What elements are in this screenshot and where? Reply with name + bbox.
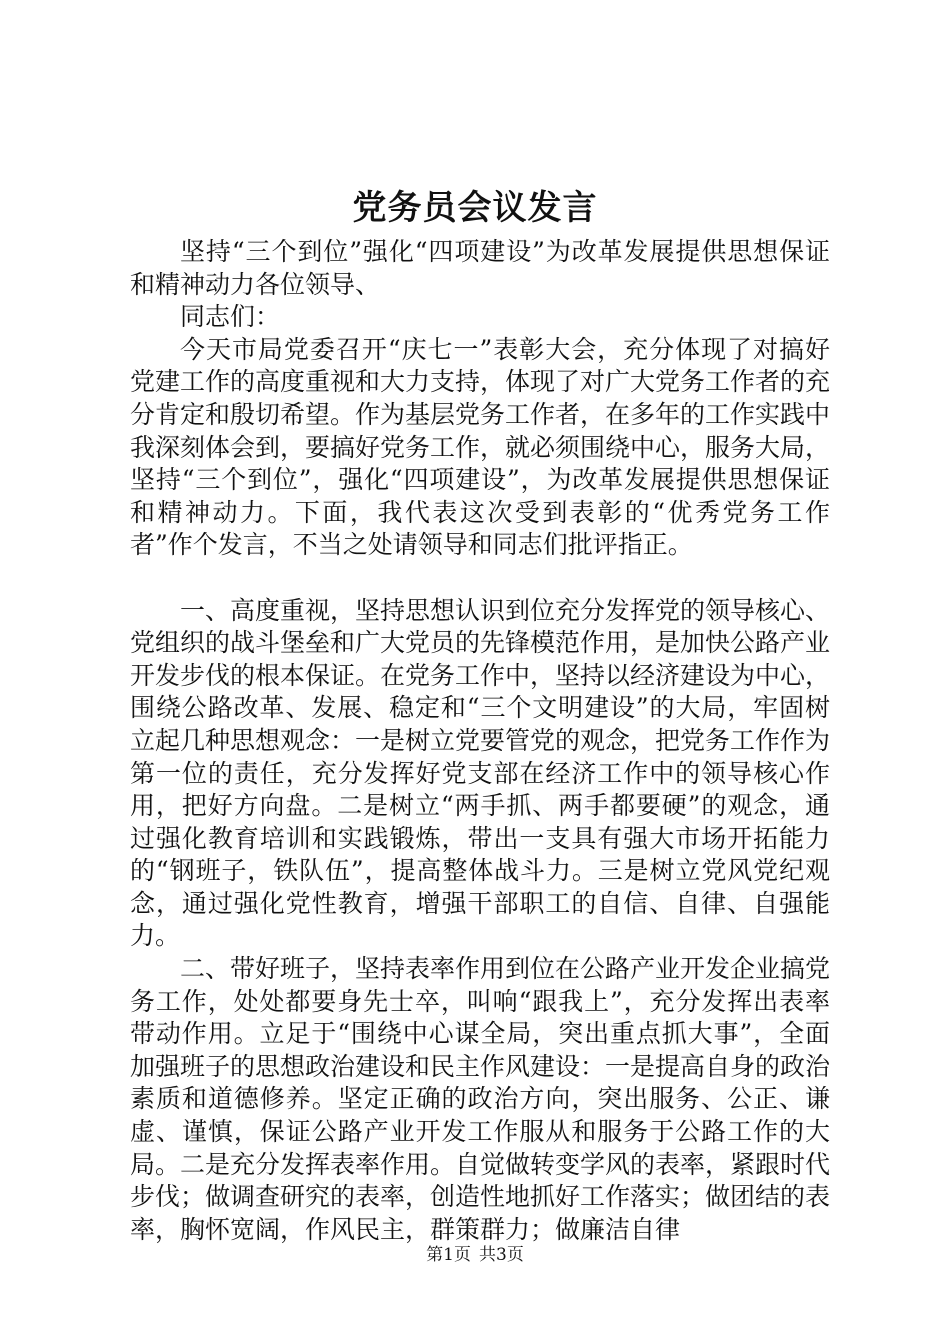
paragraph-intro: 今天市局党委召开“庆七一”表彰大会，充分体现了对搞好党建工作的高度重视和大力支持，体现了对广大党务工作者的充分肯定和殷切希望。作为基层党务工作者，在多年的工作实践中我深刻体会到，要搞好党务工作，就必须围绕中心，服务大局，坚持“三个到位”，强化“四项建设”，为改革发展提供思想保证和精神动力。下面，我代表这次受到表彰的“优秀党务工作者”作个发言，不当之处请领导和同志们批评指正。 bbox=[130, 334, 831, 560]
page-number-current: 第1页 bbox=[426, 1245, 471, 1265]
paragraph-section-2: 二、带好班子，坚持表率作用到位在公路产业开发企业搞党务工作，处处都要身先士卒，叫响“跟我上”，充分发挥出表率带动作用。立足于“围绕中心谋全局，突出重点抓大事”，全面加强班子的思想政治建设和民主作风建设：一是提高自身的政治素质和道德修养。坚定正确的政治方向，突出服务、公正、谦虚、谨慎，保证公路产业开发工作服从和服务于公路工作的大局。二是充分发挥表率作用。自觉做转变学风的表率，紧跟时代步伐；做调查研究的表率，创造性地抓好工作落实；做团结的表率，胸怀宽阔，作风民主，群策群力；做廉洁自律 bbox=[130, 954, 831, 1244]
paragraph-subtitle: 坚持“三个到位”强化“四项建设”为改革发展提供思想保证和精神动力各位领导、 bbox=[130, 237, 830, 299]
page-number-total: 共3页 bbox=[479, 1245, 524, 1265]
document-body bbox=[130, 236, 830, 1246]
paragraph-salutation: 同志们： bbox=[180, 302, 281, 332]
document-title: 党务员会议发言 bbox=[352, 188, 598, 228]
paragraph-section-1: 一、高度重视，坚持思想认识到位充分发挥党的领导核心、党组织的战斗堡垒和广大党员的先锋模范作用，是加快公路产业开发步伐的根本保证。在党务工作中，坚持以经济建设为中心，围绕公路改革、发展、稳定和“三个文明建设”的大局，牢固树立起几种思想观念：一是树立党要管党的观念，把党务工作作为第一位的责任，充分发挥好党支部在经济工作中的领导核心作用，把好方向盘。二是树立“两手抓、两手都要硬”的观念，通过强化教育培训和实践锻炼，带出一支具有强大市场开拓能力的“钢班子，铁队伍”，提高整体战斗力。三是树立党风党纪观念，通过强化党性教育，增强干部职工的自信、自律、自强能力。 bbox=[130, 595, 831, 951]
page-footer bbox=[0, 1243, 950, 1267]
